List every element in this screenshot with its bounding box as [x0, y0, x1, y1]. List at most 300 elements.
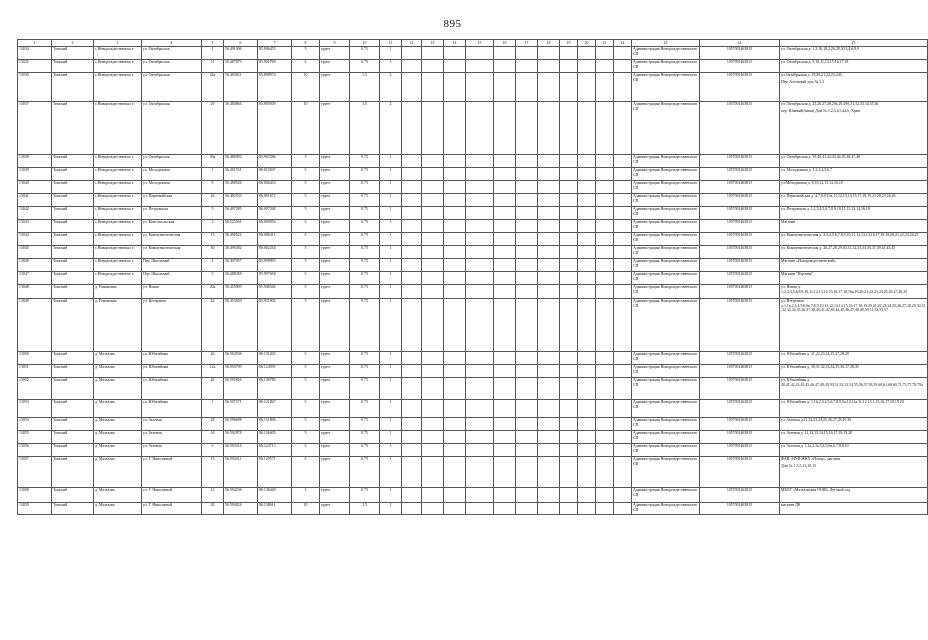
empty-cell: [466, 444, 494, 457]
table-row: [18, 272, 928, 285]
empty-cell: [614, 285, 632, 299]
table-row: [18, 60, 928, 73]
empty-cell: [614, 155, 632, 168]
cell-district: Томский: [52, 220, 94, 233]
cell-street: ул. Октябрьская: [142, 47, 202, 60]
cell-id: 13050: [18, 352, 52, 365]
cell-source: ул. Октябрьская д. 39,40,41,42,43,44,45,46,47,48: [780, 155, 928, 168]
table-row: [18, 488, 928, 503]
empty-cell: [422, 444, 444, 457]
empty-cell: [466, 194, 494, 207]
empty-cell: [494, 60, 516, 73]
cell-count: 2: [380, 102, 402, 155]
empty-cell: [538, 457, 560, 488]
empty-cell: [578, 378, 596, 400]
empty-cell: [516, 431, 538, 444]
cell-c8: 5: [292, 259, 320, 272]
cell-district: Томский: [52, 365, 94, 378]
cell-street: ул. Зеленая: [142, 444, 202, 457]
cell-id: 13053: [18, 400, 52, 418]
cell-ogrn: 1057001463815: [700, 194, 780, 207]
cell-id: 13042: [18, 207, 52, 220]
empty-cell: [494, 246, 516, 259]
empty-cell: [578, 444, 596, 457]
cell-lat: 56.597571: [224, 400, 258, 418]
cell-locality: с.Новорождественско е: [94, 272, 142, 285]
cell-street: ул. Октябрьская: [142, 60, 202, 73]
cell-cover: грунт: [320, 444, 350, 457]
cell-c8: 3: [292, 60, 320, 73]
table-row: [18, 102, 928, 155]
empty-cell: [466, 155, 494, 168]
empty-cell: [444, 194, 466, 207]
empty-cell: [578, 272, 596, 285]
empty-cell: [494, 207, 516, 220]
cell-ogrn: 1057001463815: [700, 285, 780, 299]
empty-cell: [578, 418, 596, 431]
cell-owner: Администрация Новорождественского СП: [632, 272, 700, 285]
cell-cover: грунт: [320, 207, 350, 220]
cell-street: ул. Петровская: [142, 207, 202, 220]
cell-area: 0.75: [350, 488, 380, 503]
cell-cover: грунт: [320, 102, 350, 155]
cell-c8: 5: [292, 299, 320, 352]
cell-house: 30: [202, 246, 224, 259]
empty-cell: [614, 457, 632, 488]
empty-cell: [614, 444, 632, 457]
empty-cell: [560, 47, 578, 60]
cell-district: Томский: [52, 194, 94, 207]
column-number-cell: 11: [380, 40, 402, 47]
cell-area: 0.75: [350, 378, 380, 400]
cell-district: Томский: [52, 285, 94, 299]
table-row: [18, 457, 928, 488]
cell-ogrn: 1057001463815: [700, 418, 780, 431]
empty-cell: [614, 352, 632, 365]
cell-lat: 56.595826: [224, 378, 258, 400]
cell-lat: 56.592878: [224, 431, 258, 444]
empty-cell: [614, 259, 632, 272]
cell-id: 13040: [18, 181, 52, 194]
column-number-cell: 16: [494, 40, 516, 47]
cell-locality: с.Новорождественско е: [94, 181, 142, 194]
empty-cell: [614, 299, 632, 352]
empty-cell: [402, 207, 422, 220]
cell-house: 29: [202, 102, 224, 155]
empty-cell: [596, 457, 614, 488]
empty-cell: [516, 233, 538, 246]
cell-ogrn: 1057001463815: [700, 233, 780, 246]
cell-district: Томский: [52, 102, 94, 155]
empty-cell: [494, 73, 516, 102]
cell-locality: с.Новорождественско е: [94, 220, 142, 233]
column-number-cell: 13: [422, 40, 444, 47]
empty-cell: [596, 155, 614, 168]
cell-district: Томский: [52, 168, 94, 181]
cell-id: 13051: [18, 365, 52, 378]
cell-area: 0.75: [350, 246, 380, 259]
cell-area: 0.75: [350, 272, 380, 285]
empty-cell: [538, 365, 560, 378]
cell-note: Пер. Алтачный дом № 1,2: [781, 79, 825, 84]
cell-cover: грунт: [320, 299, 350, 352]
empty-cell: [494, 155, 516, 168]
cell-id: 13048: [18, 285, 52, 299]
cell-owner: Администрация Новорождественского СП: [632, 457, 700, 488]
cell-source: ул. Юбилейная д. 1,1б,2,3,4,5,6,7,8,9,9а,10,11а,11,12,13,1,15,16,17,18,19,20: [780, 400, 928, 418]
table-row: [18, 246, 928, 259]
empty-cell: [578, 220, 596, 233]
cell-ogrn: 1057001463815: [700, 272, 780, 285]
cell-street: ул. Октябрьская: [142, 73, 202, 102]
empty-cell: [596, 60, 614, 73]
column-number-cell: 19: [560, 40, 578, 47]
empty-cell: [466, 457, 494, 488]
cell-count: 2: [380, 73, 402, 102]
cell-count: 1: [380, 418, 402, 431]
cell-district: Томский: [52, 488, 94, 503]
empty-cell: [596, 181, 614, 194]
cell-street: ул. Первомайская: [142, 194, 202, 207]
empty-cell: [494, 285, 516, 299]
cell-area: 0.75: [350, 365, 380, 378]
cell-c8: 10: [292, 73, 320, 102]
cell-lat: 56.486992: [224, 155, 258, 168]
cell-house: 5: [202, 444, 224, 457]
cell-id: 13035: [18, 60, 52, 73]
cell-locality: с.Новорождественско е: [94, 194, 142, 207]
cell-source: ул. Петровская д. 1,2,3,4,5,6,7,8,9,10,11,12,13,14,16,18: [780, 207, 928, 220]
cell-house: 12: [202, 488, 224, 503]
empty-cell: [596, 259, 614, 272]
cell-cover: грунт: [320, 155, 350, 168]
cell-house: 42: [202, 299, 224, 352]
cell-id: 13058: [18, 488, 52, 503]
empty-cell: [402, 352, 422, 365]
column-number-cell: 24: [700, 40, 780, 47]
empty-cell: [402, 365, 422, 378]
cell-lon: 85.997658: [258, 272, 292, 285]
empty-cell: [516, 352, 538, 365]
cell-locality: д. Романовка: [94, 299, 142, 352]
cell-source: ул. Юбилейная д. 40,41,42,43,45,45,46,47,48,49,50,51,52,53,54,55,56,57,58,59,60,61,68,69,71,73,77,78,79а: [780, 378, 928, 400]
cell-area: 0.75: [350, 181, 380, 194]
column-number-cell: 7: [258, 40, 292, 47]
cell-lat: 56.594314: [224, 444, 258, 457]
cell-locality: д. Мазалово: [94, 444, 142, 457]
empty-cell: [538, 272, 560, 285]
empty-cell: [494, 233, 516, 246]
cell-street: ул. Юбилейная: [142, 365, 202, 378]
empty-cell: [402, 60, 422, 73]
empty-cell: [516, 168, 538, 181]
cell-owner: Администрация Новорождественского СП: [632, 285, 700, 299]
cell-owner: Администрация Новорождественского СП: [632, 418, 700, 431]
cell-cover: грунт: [320, 365, 350, 378]
cell-cover: грунт: [320, 488, 350, 503]
cell-ogrn: 1057001463815: [700, 365, 780, 378]
cell-house: 26: [202, 194, 224, 207]
cell-area: 1.5: [350, 503, 380, 515]
empty-cell: [578, 299, 596, 352]
column-number-cell: 5: [202, 40, 224, 47]
cell-house: 1: [202, 47, 224, 60]
cell-lat: 56.484864: [224, 102, 258, 155]
cell-owner: Администрация Новорождественского СП: [632, 246, 700, 259]
empty-cell: [560, 365, 578, 378]
cell-lat: 56.491306: [224, 47, 258, 60]
empty-cell: [494, 444, 516, 457]
cell-owner: Администрация Новорождественского СП: [632, 299, 700, 352]
empty-cell: [466, 352, 494, 365]
empty-cell: [578, 365, 596, 378]
table-row: [18, 47, 928, 60]
cell-ogrn: 1057001463815: [700, 352, 780, 365]
cell-street: ул. Октябрьская: [142, 155, 202, 168]
empty-cell: [516, 418, 538, 431]
cell-area: 0.75: [350, 400, 380, 418]
empty-cell: [402, 246, 422, 259]
empty-cell: [402, 299, 422, 352]
cell-lon: 86.131896: [258, 418, 292, 431]
cell-count: 1: [380, 444, 402, 457]
empty-cell: [516, 207, 538, 220]
cell-lat: 56.491531: [224, 168, 258, 181]
cell-source: ул. Зеленая д. 11,12,13,14,15,16,17,18,19,20: [780, 431, 928, 444]
cell-count: 1: [380, 431, 402, 444]
cell-house: 9: [202, 181, 224, 194]
cell-lat: 56.492533: [224, 194, 258, 207]
empty-cell: [444, 246, 466, 259]
cell-locality: д. Мазалово: [94, 418, 142, 431]
empty-cell: [560, 488, 578, 503]
empty-cell: [614, 488, 632, 503]
empty-cell: [402, 168, 422, 181]
empty-cell: [560, 285, 578, 299]
empty-cell: [466, 60, 494, 73]
empty-cell: [466, 168, 494, 181]
empty-cell: [614, 60, 632, 73]
empty-cell: [422, 352, 444, 365]
cell-ogrn: 1057001463815: [700, 503, 780, 515]
cell-locality: д. Мазалово: [94, 488, 142, 503]
cell-lon: 85.946546: [258, 285, 292, 299]
cell-ogrn: 1057001463815: [700, 168, 780, 181]
empty-cell: [466, 431, 494, 444]
cell-street: ул. Зеленая: [142, 431, 202, 444]
empty-cell: [422, 378, 444, 400]
cell-area: 0.75: [350, 194, 380, 207]
empty-cell: [402, 155, 422, 168]
empty-cell: [560, 272, 578, 285]
cell-count: 1: [380, 378, 402, 400]
cell-count: 1: [380, 285, 402, 299]
empty-cell: [516, 272, 538, 285]
empty-cell: [614, 207, 632, 220]
empty-cell: [560, 155, 578, 168]
empty-cell: [444, 220, 466, 233]
cell-lat: 56.594236: [224, 488, 258, 503]
table-row: [18, 155, 928, 168]
cell-locality: с.Новорождественско е: [94, 207, 142, 220]
cell-house: 26: [202, 352, 224, 365]
cell-owner: Администрация Новорождественского СП: [632, 352, 700, 365]
table-row: [18, 233, 928, 246]
cell-lat: 56.487879: [224, 60, 258, 73]
table-row: [18, 181, 928, 194]
cell-locality: д. Мазалово: [94, 352, 142, 365]
empty-cell: [422, 488, 444, 503]
empty-cell: [614, 73, 632, 102]
empty-cell: [422, 47, 444, 60]
cell-owner: Администрация Новорождественского СП: [632, 233, 700, 246]
cell-district: Томский: [52, 73, 94, 102]
empty-cell: [516, 220, 538, 233]
table-row: [18, 285, 928, 299]
cell-source: ул.Молодежная д. 8,10,12,13,14,16,18: [780, 181, 928, 194]
cell-cover: грунт: [320, 457, 350, 488]
cell-lon: 86.124715: [258, 444, 292, 457]
cell-id: 13052: [18, 378, 52, 400]
cell-owner: Администрация Новорождественского СП: [632, 181, 700, 194]
cell-count: 1: [380, 299, 402, 352]
cell-street: ул. Коммунистическая: [142, 233, 202, 246]
empty-cell: [538, 400, 560, 418]
empty-cell: [466, 73, 494, 102]
empty-cell: [422, 457, 444, 488]
cell-owner: Администрация Новорождественского СП: [632, 444, 700, 457]
cell-count: 1: [380, 488, 402, 503]
cell-area: 1.5: [350, 73, 380, 102]
cell-lat: 56.525561: [224, 220, 258, 233]
empty-cell: [494, 181, 516, 194]
cell-owner: Администрация Новорождественского СП: [632, 102, 700, 155]
empty-cell: [538, 220, 560, 233]
empty-cell: [596, 233, 614, 246]
cell-locality: с.Новорождественско е: [94, 47, 142, 60]
table-row: [18, 168, 928, 181]
table-row: [18, 503, 928, 515]
cell-ogrn: 1057001463815: [700, 207, 780, 220]
empty-cell: [402, 73, 422, 102]
empty-cell: [422, 246, 444, 259]
cell-locality: д. Романовка: [94, 285, 142, 299]
cell-street: ул. Г. Николаевой: [142, 457, 202, 488]
cell-area: 0.75: [350, 155, 380, 168]
cell-source: ул. Октябрьская д. 9,10,11,13,15,16,17,18: [780, 60, 928, 73]
empty-cell: [538, 47, 560, 60]
empty-cell: [516, 285, 538, 299]
cell-street: ул. Г. Николаевой: [142, 503, 202, 515]
empty-cell: [560, 457, 578, 488]
cell-ogrn: 1057001463815: [700, 155, 780, 168]
empty-cell: [538, 503, 560, 515]
table-row: [18, 259, 928, 272]
cell-ogrn: 1057001463815: [700, 378, 780, 400]
cell-street: Пер. Школьный: [142, 259, 202, 272]
empty-cell: [614, 233, 632, 246]
cell-count: 1: [380, 400, 402, 418]
cell-ogrn: 1057001463815: [700, 299, 780, 352]
cell-house: 5: [202, 272, 224, 285]
empty-cell: [422, 220, 444, 233]
cell-source: ул. Первомайская д. 4,7,8,9,10а,11,12,13,14,15,17,18,19,21,20,23,24,26: [780, 194, 928, 207]
cell-source: ул. Новая д. 1,2,3,4,5,6,8,9,10,11,12,13,14,15,16,17,18,16а,19,20,21,22,23,24,25,26,27,28,29: [780, 285, 928, 299]
cell-district: Томский: [52, 181, 94, 194]
empty-cell: [494, 194, 516, 207]
empty-cell: [560, 60, 578, 73]
empty-cell: [596, 246, 614, 259]
cell-house: 15: [202, 457, 224, 488]
cell-cover: грунт: [320, 181, 350, 194]
empty-cell: [538, 352, 560, 365]
empty-cell: [444, 299, 466, 352]
cell-district: Томский: [52, 431, 94, 444]
cell-house: 12а: [202, 365, 224, 378]
cell-lat: 56.455909: [224, 285, 258, 299]
empty-cell: [422, 272, 444, 285]
cell-street: ул. Комсомольская: [142, 220, 202, 233]
empty-cell: [466, 299, 494, 352]
cell-district: Томский: [52, 503, 94, 515]
page-number: 895: [443, 18, 462, 30]
empty-cell: [578, 285, 596, 299]
cell-count: 1: [380, 259, 402, 272]
empty-cell: [466, 259, 494, 272]
table-row: [18, 352, 928, 365]
column-number-row: [18, 40, 928, 47]
empty-cell: [444, 444, 466, 457]
empty-cell: [560, 207, 578, 220]
empty-cell: [444, 457, 466, 488]
table-row: [18, 194, 928, 207]
cell-locality: с.Новорождественско е: [94, 168, 142, 181]
empty-cell: [578, 194, 596, 207]
cell-count: 1: [380, 457, 402, 488]
cell-source: Магазин: [780, 220, 928, 233]
empty-cell: [466, 220, 494, 233]
empty-cell: [494, 503, 516, 515]
cell-ogrn: 1057001463815: [700, 488, 780, 503]
cell-lon: 85.998993: [258, 259, 292, 272]
empty-cell: [444, 365, 466, 378]
cell-c8: 5: [292, 233, 320, 246]
cell-lat: 56.453659: [224, 299, 258, 352]
empty-cell: [516, 299, 538, 352]
cell-count: 1: [380, 60, 402, 73]
column-number-cell: 22: [614, 40, 632, 47]
cell-owner: Администрация Новорождественского СП: [632, 155, 700, 168]
empty-cell: [422, 259, 444, 272]
cell-cover: грунт: [320, 272, 350, 285]
empty-cell: [578, 168, 596, 181]
empty-cell: [422, 431, 444, 444]
empty-cell: [494, 378, 516, 400]
empty-cell: [578, 181, 596, 194]
cell-district: Томский: [52, 233, 94, 246]
cell-lon: 86.124939: [258, 365, 292, 378]
empty-cell: [466, 365, 494, 378]
empty-cell: [516, 503, 538, 515]
empty-cell: [596, 431, 614, 444]
empty-cell: [578, 431, 596, 444]
cell-owner: Администрация Новорождественского СП: [632, 168, 700, 181]
cell-district: Томский: [52, 418, 94, 431]
cell-id: 13036: [18, 73, 52, 102]
cell-house: 20а: [202, 285, 224, 299]
empty-cell: [538, 207, 560, 220]
cell-source: ул. Зеленая д. 1,1а,2,3а,3,4,5,6а,6,7,8,9,10: [780, 444, 928, 457]
